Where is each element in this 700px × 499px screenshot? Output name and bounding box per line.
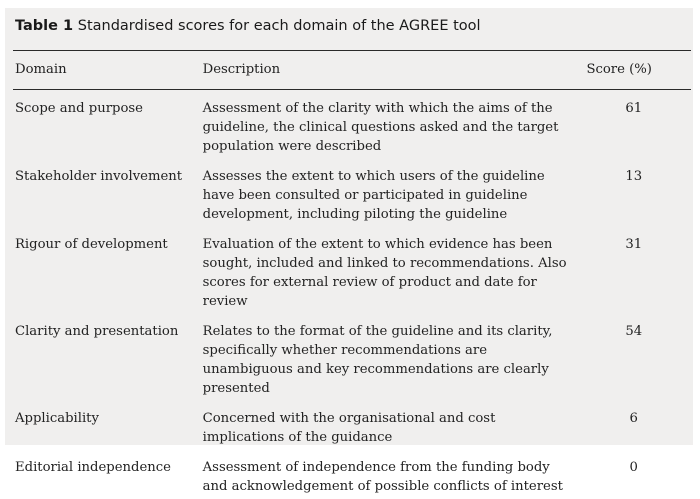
table-row (15, 450, 683, 499)
agree-scores-table (15, 50, 683, 499)
table-row (15, 401, 683, 450)
row-score: 61 (625, 101, 643, 116)
row-description: Assessment of independence from the funding body and acknowledgement of possible conflicts of interest (202, 460, 563, 494)
row-score: 13 (625, 169, 643, 184)
row-domain: Applicability (15, 411, 99, 426)
row-description: Assesses the extent to which users of the guideline have been consulted or participated in guideline development, including piloting the guideline (202, 169, 545, 222)
row-domain: Rigour of development (15, 237, 168, 252)
row-description: Evaluation of the extent to which evidence has been sought, included and linked to recommendations. Also scores for external review of product and date for review (202, 237, 567, 309)
caption-label: Table 1 (15, 18, 74, 34)
table-row (15, 227, 683, 314)
row-description: Concerned with the organisational and cost implications of the guidance (202, 411, 496, 445)
table-row (15, 314, 683, 401)
row-domain: Editorial independence (15, 460, 171, 475)
row-score: 6 (629, 411, 638, 426)
row-description: Relates to the format of the guideline and its clarity, specifically whether recommendations are unambiguous and key recommendations are clearly presented (202, 324, 553, 396)
row-domain: Scope and purpose (15, 101, 143, 116)
row-description: Assessment of the clarity with which the aims of the guideline, the clinical questions asked and the target population were described (202, 101, 559, 154)
header-row (15, 50, 683, 89)
row-domain: Stakeholder involvement (15, 169, 183, 184)
row-score: 31 (625, 237, 643, 252)
row-score: 0 (629, 460, 638, 475)
header-description: Description (202, 62, 281, 77)
table-caption (15, 18, 481, 34)
table-panel (5, 8, 693, 494)
row-score: 54 (625, 324, 643, 339)
table-row (15, 159, 683, 227)
header-domain: Domain (15, 62, 67, 77)
caption-title: Standardised scores for each domain of the AGREE tool (77, 18, 481, 34)
table-row (15, 89, 683, 159)
header-score: Score (%) (586, 62, 652, 77)
row-domain: Clarity and presentation (15, 324, 179, 339)
